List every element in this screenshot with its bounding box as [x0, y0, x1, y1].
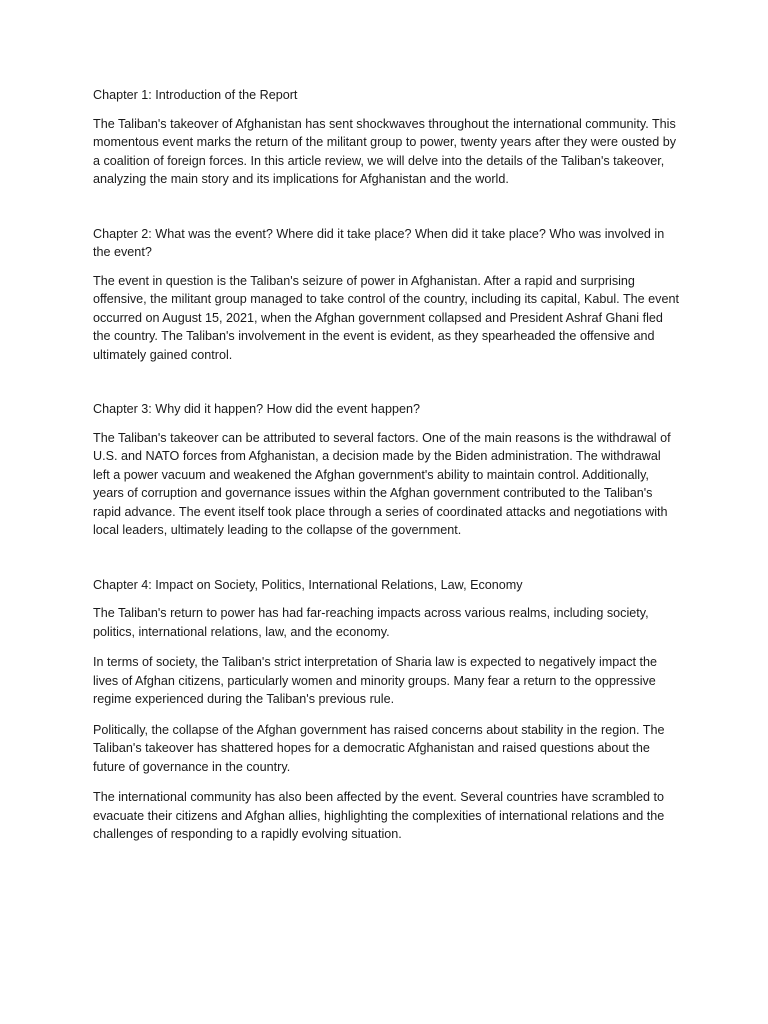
section-spacer — [93, 376, 679, 400]
chapter-paragraph: The event in question is the Taliban's seizure of power in Afghanistan. After a rapid and surprising offensive, the militant group managed to take control of the country, including its capital, Kabul. The event occurred on August 15, 2021, when the Afghan government collapsed and President Ashraf Ghani fled the country. The Taliban's involvement in the event is evident, as they spearheaded the offensive and ultimately gained control. — [93, 273, 679, 362]
chapter-heading: Chapter 1: Introduction of the Report — [93, 88, 298, 102]
section-spacer — [93, 552, 679, 576]
chapter-4 — [93, 576, 679, 844]
chapter-paragraph: Politically, the collapse of the Afghan government has raised concerns about stability in the region. The Taliban's takeover has shattered hopes for a democratic Afghanistan and raised questions about the future of governance in the country. — [93, 722, 665, 774]
document-page — [93, 86, 679, 856]
chapter-paragraph: The international community has also been affected by the event. Several countries have scrambled to evacuate their citizens and Afghan allies, highlighting the complexities of international relations and the challenges of responding to a rapidly evolving situation. — [93, 790, 665, 841]
chapter-paragraph: The Taliban's takeover can be attributed to several factors. One of the main reasons is the withdrawal of U.S. and NATO forces from Afghanistan, a decision made by the Biden administration. The withdrawal left a power vacuum and weakened the Afghan government's ability to maintain control. Additionally, years of corruption and governance issues within the Afghan government contributed to the Taliban's rapid advance. The event itself took place through a series of coordinated attacks and negotiations with local leaders, ultimately leading to the collapse of the government. — [93, 430, 671, 537]
chapter-paragraph: The Taliban's return to power has had far-reaching impacts across various realms, including society, politics, international relations, law, and the economy. — [93, 606, 649, 639]
chapter-heading: Chapter 3: Why did it happen? How did the event happen? — [93, 402, 420, 416]
chapter-heading: Chapter 2: What was the event? Where did it take place? When did it take place? Who was involved in the event? — [93, 226, 665, 259]
chapter-1 — [93, 86, 679, 189]
section-spacer — [93, 201, 679, 225]
chapter-2 — [93, 225, 679, 365]
chapter-3 — [93, 400, 679, 540]
chapter-heading: Chapter 4: Impact on Society, Politics, International Relations, Law, Economy — [93, 577, 523, 592]
chapter-paragraph: In terms of society, the Taliban's strict interpretation of Sharia law is expected to negatively impact the lives of Afghan citizens, particularly women and minority groups. Many fear a return to the oppressive regime experienced during the Taliban's previous rule. — [93, 655, 658, 706]
chapter-paragraph: The Taliban's takeover of Afghanistan has sent shockwaves throughout the international community. This momentous event marks the return of the militant group to power, twenty years after they were ousted by a coalition of foreign forces. In this article review, we will delve into the details of the Taliban's takeover, analyzing the main story and its implications for Afghanistan and the world. — [93, 116, 677, 186]
